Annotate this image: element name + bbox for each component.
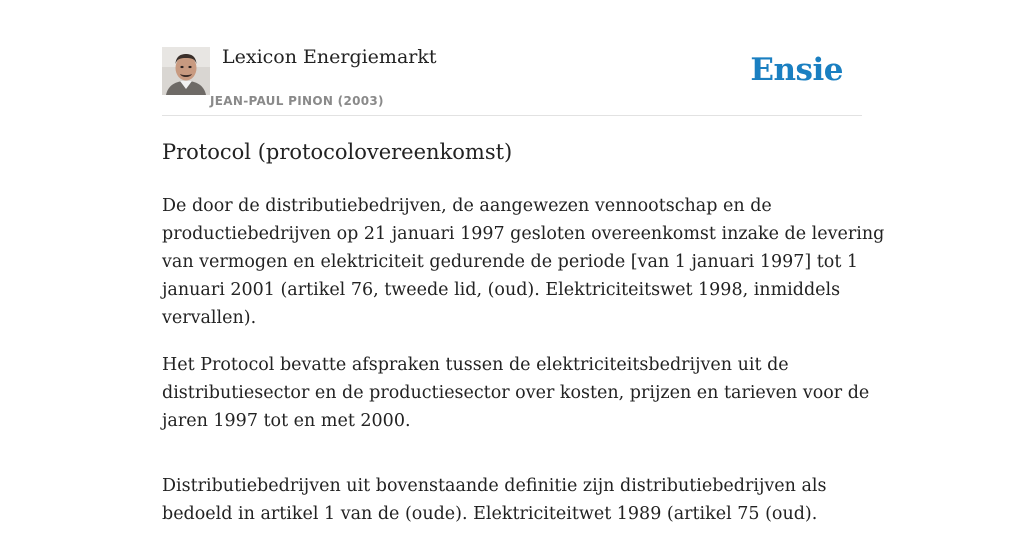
paragraph-line: productiebedrijven op 21 januari 1997 gesloten overeenkomst inzake de levering [162, 224, 885, 244]
paragraph-note [162, 472, 862, 528]
paragraph-line: Het Protocol bevatte afspraken tussen de elektriciteitsbedrijven uit de [162, 355, 789, 375]
paragraph-line: van vermogen en elektriciteit gedurende de periode [van 1 januari 1997] tot 1 [162, 252, 859, 272]
book-title[interactable]: Lexicon Energiemarkt [222, 46, 437, 68]
paragraph-line: vervallen). [162, 308, 257, 328]
paragraph-line: bedoeld in artikel 1 van de (oude). Elektriciteitwet 1989 (artikel 75 (oud). [162, 504, 818, 524]
author-portrait-icon [162, 47, 210, 95]
paragraph-line: distributiesector en de productiesector over kosten, prijzen en tarieven voor de [162, 383, 870, 403]
page-header [162, 44, 862, 116]
paragraph-line: De door de distributiebedrijven, de aangewezen vennootschap en de [162, 196, 772, 216]
ensie-logo[interactable]: Ensie [750, 52, 843, 88]
paragraph-line: Distributiebedrijven uit bovenstaande definitie zijn distributiebedrijven als [162, 476, 827, 496]
paragraph-definition [162, 192, 885, 332]
article-body [162, 192, 885, 547]
paragraph-explanation [162, 351, 870, 435]
paragraph-line: januari 2001 (artikel 76, tweede lid, (oud). Elektriciteitswet 1998, inmiddels [162, 280, 841, 300]
author-name[interactable]: JEAN-PAUL PINON (2003) [210, 94, 384, 108]
paragraph-line: jaren 1997 tot en met 2000. [162, 411, 411, 431]
page-title: Protocol (protocolovereenkomst) [162, 140, 513, 164]
